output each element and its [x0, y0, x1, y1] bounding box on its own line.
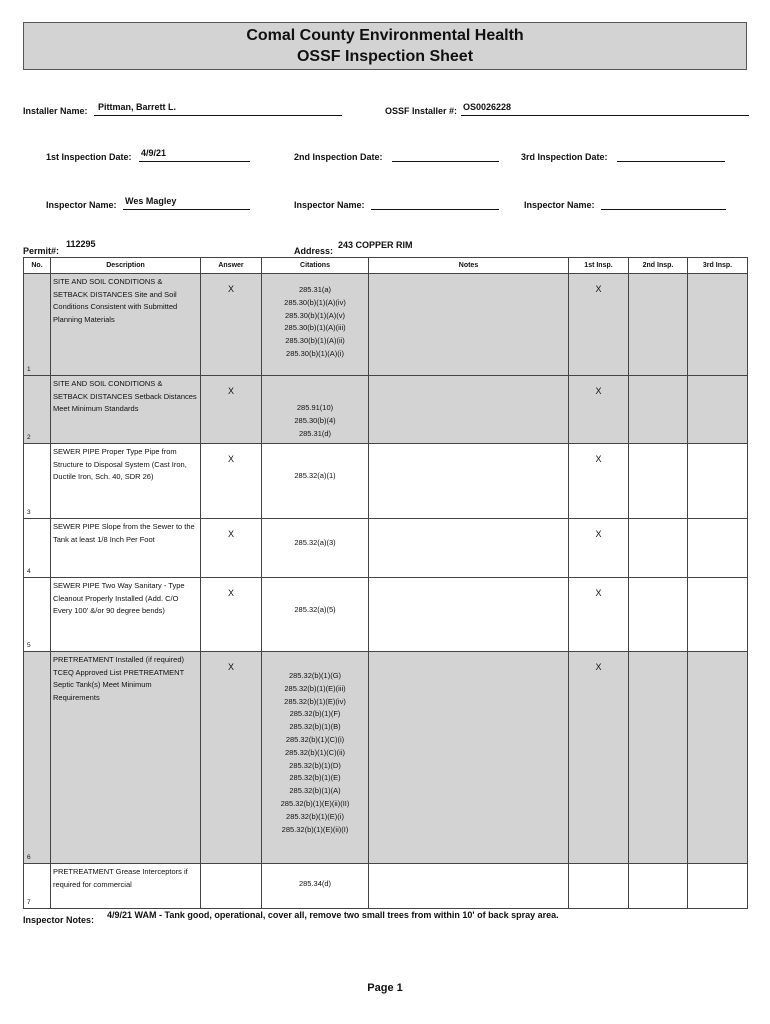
document-title — [23, 22, 747, 70]
header-2nd-insp: 2nd Insp. — [629, 258, 688, 274]
page-number: Page 1 — [367, 982, 403, 994]
inspector-name-field-3 — [524, 194, 728, 210]
installer-name-label: Installer Name: — [23, 106, 88, 116]
citation: 285.32(a)(1) — [294, 471, 336, 480]
citation: 285.32(b)(1)(A) — [289, 786, 341, 796]
row-3rd-insp — [688, 444, 748, 519]
row-answer: X — [201, 578, 262, 652]
installer-name-underline — [94, 115, 342, 116]
table-row — [24, 864, 748, 909]
citation: 285.32(b)(1)(D) — [289, 760, 341, 770]
row-number: 7 — [27, 899, 31, 906]
inspector-name-label-1: Inspector Name: — [46, 200, 117, 210]
row-2nd-insp — [629, 444, 688, 519]
citation: 285.31(d) — [298, 428, 332, 438]
header-1st-insp: 1st Insp. — [569, 258, 629, 274]
row-number: 1 — [27, 366, 31, 373]
row-3rd-insp — [688, 578, 748, 652]
installer-number-underline — [461, 115, 749, 116]
installer-number-value: OS0026228 — [463, 102, 512, 112]
citation: 285.34(d) — [298, 879, 332, 888]
row-number: 2 — [27, 434, 31, 441]
row-1st-insp: X — [569, 578, 629, 652]
citation: 285.32(b)(1)(C)(ii) — [284, 747, 345, 757]
row-description: SEWER PIPE Slope from the Sewer to the Tank at least 1/8 Inch Per Foot — [51, 519, 201, 578]
row-2nd-insp — [629, 274, 688, 376]
permit-field — [23, 240, 223, 256]
row-description: PRETREATMENT Installed (if required) TCEQ Approved List PRETREATMENT Septic Tank(s) Meet Minimum Requirements — [51, 652, 201, 864]
table-row — [24, 376, 748, 444]
citation: 285.32(a)(5) — [294, 605, 336, 614]
row-1st-insp: X — [569, 519, 629, 578]
header-no: No. — [24, 258, 51, 274]
header-notes: Notes — [369, 258, 569, 274]
row-1st-insp: X — [569, 652, 629, 864]
row-notes — [369, 274, 569, 376]
table-row — [24, 519, 748, 578]
row-description: SEWER PIPE Proper Type Pipe from Structure to Disposal System (Cast Iron, Ductile Iron, Sch. 40, SDR 26) — [51, 444, 201, 519]
row-citations — [262, 444, 369, 519]
row-number: 6 — [27, 854, 31, 861]
row-3rd-insp — [688, 274, 748, 376]
citation: 285.30(b)(1)(A)(i) — [286, 348, 344, 358]
row-citations — [262, 274, 369, 376]
installer-name-field — [23, 100, 343, 116]
table-row — [24, 444, 748, 519]
first-inspection-date-underline — [139, 161, 250, 162]
row-number-cell — [24, 519, 51, 578]
row-notes — [369, 519, 569, 578]
row-number: 3 — [27, 509, 31, 516]
table-header-row — [24, 258, 748, 274]
first-inspection-date-value: 4/9/21 — [141, 148, 167, 158]
citation: 285.30(b)(1)(A)(v) — [284, 310, 345, 320]
row-3rd-insp — [688, 376, 748, 444]
row-2nd-insp — [629, 652, 688, 864]
row-2nd-insp — [629, 519, 688, 578]
row-3rd-insp — [688, 652, 748, 864]
row-2nd-insp — [629, 578, 688, 652]
installer-number-field — [385, 100, 750, 116]
row-number-cell — [24, 376, 51, 444]
inspector-name-field-1 — [46, 194, 250, 210]
table-row — [24, 578, 748, 652]
row-number-cell — [24, 864, 51, 909]
third-inspection-date-field — [521, 146, 727, 162]
row-notes — [369, 376, 569, 444]
installer-number-label: OSSF Installer #: — [385, 106, 458, 116]
title-line-1: Comal County Environmental Health — [246, 27, 524, 44]
row-number: 4 — [27, 568, 31, 575]
second-inspection-date-field — [294, 146, 500, 162]
inspector-name-field-2 — [294, 194, 500, 210]
second-inspection-date-underline — [392, 161, 499, 162]
row-description: PRETREATMENT Grease Interceptors if required for commercial — [51, 864, 201, 909]
row-answer: X — [201, 519, 262, 578]
row-notes — [369, 652, 569, 864]
third-inspection-date-label: 3rd Inspection Date: — [521, 152, 608, 162]
permit-label: Permit#: — [23, 246, 60, 256]
inspector-name-underline-1 — [123, 209, 250, 210]
citation: 285.32(b)(1)(E)(ii)(I) — [281, 824, 349, 834]
inspector-notes-value: 4/9/21 WAM - Tank good, operational, cover all, remove two small trees from within 10' of back spray area. — [107, 910, 559, 920]
citation: 285.30(b)(1)(A)(ii) — [285, 336, 345, 346]
row-2nd-insp — [629, 376, 688, 444]
citation: 285.32(b)(1)(E)(i) — [286, 811, 344, 821]
row-3rd-insp — [688, 864, 748, 909]
title-line-2: OSSF Inspection Sheet — [296, 48, 474, 65]
row-1st-insp: X — [569, 444, 629, 519]
header-answer: Answer — [201, 258, 262, 274]
citation: 285.31(a) — [298, 285, 332, 294]
header-citations: Citations — [262, 258, 369, 274]
citation: 285.32(b)(1)(E) — [289, 773, 341, 783]
address-label: Address: — [294, 246, 334, 256]
inspector-name-label-2: Inspector Name: — [294, 200, 365, 210]
row-citations — [262, 652, 369, 864]
citation: 285.32(a)(3) — [294, 538, 336, 547]
inspector-name-value-1: Wes Magley — [125, 196, 177, 206]
row-number: 5 — [27, 642, 31, 649]
installer-name-value: Pittman, Barrett L. — [98, 102, 177, 112]
header-3rd-insp: 3rd Insp. — [688, 258, 748, 274]
header-description: Description — [51, 258, 201, 274]
row-3rd-insp — [688, 519, 748, 578]
table-row — [24, 274, 748, 376]
row-answer: X — [201, 444, 262, 519]
citation: 285.32(b)(1)(G) — [288, 671, 342, 680]
second-inspection-date-label: 2nd Inspection Date: — [294, 152, 383, 162]
row-description: SITE AND SOIL CONDITIONS & SETBACK DISTANCES Site and Soil Conditions Consistent with Submitted Planning Materials — [51, 274, 201, 376]
row-1st-insp: X — [569, 376, 629, 444]
third-inspection-date-underline — [617, 161, 725, 162]
row-number-cell — [24, 652, 51, 864]
inspection-table — [23, 257, 748, 909]
row-notes — [369, 864, 569, 909]
row-citations — [262, 864, 369, 909]
first-inspection-date-label: 1st Inspection Date: — [46, 152, 132, 162]
inspector-name-underline-2 — [371, 209, 499, 210]
address-field — [294, 240, 494, 256]
row-1st-insp: X — [569, 274, 629, 376]
row-1st-insp — [569, 864, 629, 909]
first-inspection-date-field — [46, 146, 250, 162]
citation: 285.32(b)(1)(E)(ii)(II) — [280, 798, 350, 808]
citation: 285.32(b)(1)(C)(i) — [285, 734, 345, 744]
row-2nd-insp — [629, 864, 688, 909]
row-number-cell — [24, 444, 51, 519]
citation: 285.30(b)(1)(A)(iii) — [284, 323, 346, 333]
row-number-cell — [24, 274, 51, 376]
row-citations — [262, 376, 369, 444]
citation: 285.30(b)(4) — [294, 415, 336, 425]
address-value: 243 COPPER RIM — [338, 240, 413, 250]
row-notes — [369, 444, 569, 519]
citation: 285.91(10) — [296, 403, 334, 412]
row-answer: X — [201, 652, 262, 864]
row-citations — [262, 578, 369, 652]
citation: 285.32(b)(1)(E)(iii) — [284, 683, 346, 693]
row-number-cell — [24, 578, 51, 652]
row-notes — [369, 578, 569, 652]
table-row — [24, 652, 748, 864]
citation: 285.32(b)(1)(F) — [289, 709, 341, 719]
citation: 285.32(b)(1)(E)(iv) — [284, 696, 346, 706]
row-answer: X — [201, 376, 262, 444]
citation: 285.30(b)(1)(A)(iv) — [284, 297, 346, 307]
permit-value: 112295 — [66, 239, 96, 249]
row-answer — [201, 864, 262, 909]
inspector-name-label-3: Inspector Name: — [524, 200, 595, 210]
row-citations — [262, 519, 369, 578]
row-description: SEWER PIPE Two Way Sanitary - Type Cleanout Properly Installed (Add. C/O Every 100' &/or 90 degree bends) — [51, 578, 201, 652]
inspector-name-underline-3 — [601, 209, 726, 210]
citation: 285.32(b)(1)(B) — [289, 722, 341, 732]
inspector-notes-label: Inspector Notes: — [23, 915, 95, 925]
row-answer: X — [201, 274, 262, 376]
row-description: SITE AND SOIL CONDITIONS & SETBACK DISTANCES Setback Distances Meet Minimum Standards — [51, 376, 201, 444]
